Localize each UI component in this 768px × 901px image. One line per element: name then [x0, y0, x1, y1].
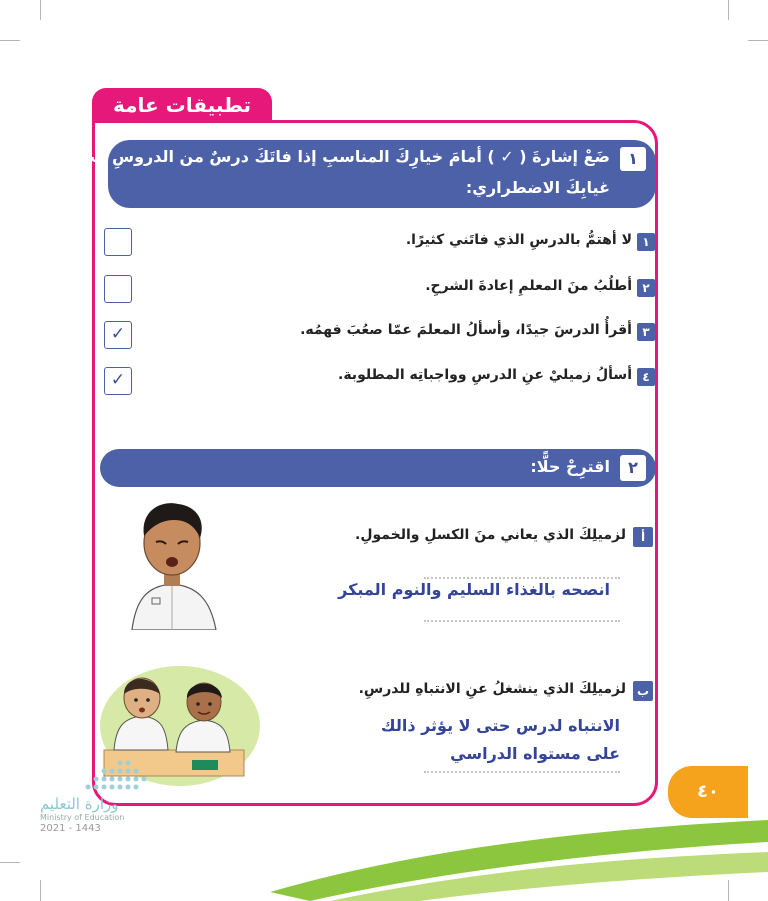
part-letter: أ: [633, 527, 653, 547]
answer-checkbox[interactable]: ✓: [104, 321, 132, 349]
question-2-bar: [100, 449, 656, 487]
crop-mark: [40, 880, 41, 901]
crop-mark: [0, 862, 20, 863]
answer-line: [424, 771, 620, 773]
handwritten-answer: الانتباه لدرس حتى لا يؤثر ذالك: [380, 716, 620, 735]
part-prompt: لزميلِكَ الذي يعاني منَ الكسلِ والخمولِ.: [355, 527, 626, 543]
green-swoosh-decoration: [270, 812, 768, 901]
item-number: ١: [637, 233, 655, 251]
question-1-bar: [60, 140, 656, 208]
answer-line: [424, 620, 620, 622]
ministry-name-ar: وزارة التعليم: [40, 795, 119, 813]
item-number: ٣: [637, 323, 655, 341]
crop-mark: [0, 40, 20, 41]
item-text: أطلُبُ منَ المعلمِ إعادةَ الشرحِ.: [425, 278, 632, 294]
part-letter: ب: [633, 681, 653, 701]
item-text: أقرأُ الدرسَ جيدًا، وأسألُ المعلمَ عمّا صعُبَ فهمُه.: [300, 322, 632, 338]
crop-mark: [40, 0, 41, 20]
item-number: ٢: [637, 279, 655, 297]
page-title: تطبيقات عامة: [113, 93, 251, 117]
question-1-number: ١: [620, 147, 646, 171]
page-number: ٤٠: [668, 766, 748, 818]
question-2-number: ٢: [620, 455, 646, 481]
answer-checkbox[interactable]: ✓: [104, 367, 132, 395]
answer-line: [424, 577, 620, 579]
item-text: أسألُ زميليْ عنِ الدرسِ وواجباتِه المطلوبة.: [338, 367, 632, 383]
ministry-logo: [40, 795, 140, 835]
item-number: ٤: [637, 368, 655, 386]
crop-mark: [748, 40, 768, 41]
question-1-instruction-line1: ضَعْ إشارةَ ( ✓ ) أمامَ خيارِكَ المناسبِ إذا فاتَكَ درسٌ من الدروسِ بسببِ: [60, 147, 610, 166]
ministry-name-en: Ministry of Education: [40, 813, 125, 822]
logo-dots-icon: [82, 753, 152, 793]
ministry-year: 2021 - 1443: [40, 823, 101, 834]
part-prompt: لزميلِكَ الذي ينشغلُ عنِ الانتباهِ للدرسِ.: [358, 681, 626, 697]
item-text: لا أهتمُّ بالدرسِ الذي فاتَني كثيرًا.: [405, 232, 632, 248]
answer-checkbox[interactable]: [104, 228, 132, 256]
handwritten-answer: على مستواه الدراسي: [450, 744, 620, 763]
question-1-instruction-line2: غيابِكَ الاضطراري:: [465, 178, 610, 197]
crop-mark: [728, 0, 729, 20]
answer-checkbox[interactable]: [104, 275, 132, 303]
question-2-title: اقترِحْ حلًّا:: [530, 457, 610, 476]
handwritten-answer: انصحه بالغذاء السليم والنوم المبكر: [338, 580, 610, 599]
boy-yawning-illustration: [122, 498, 222, 630]
